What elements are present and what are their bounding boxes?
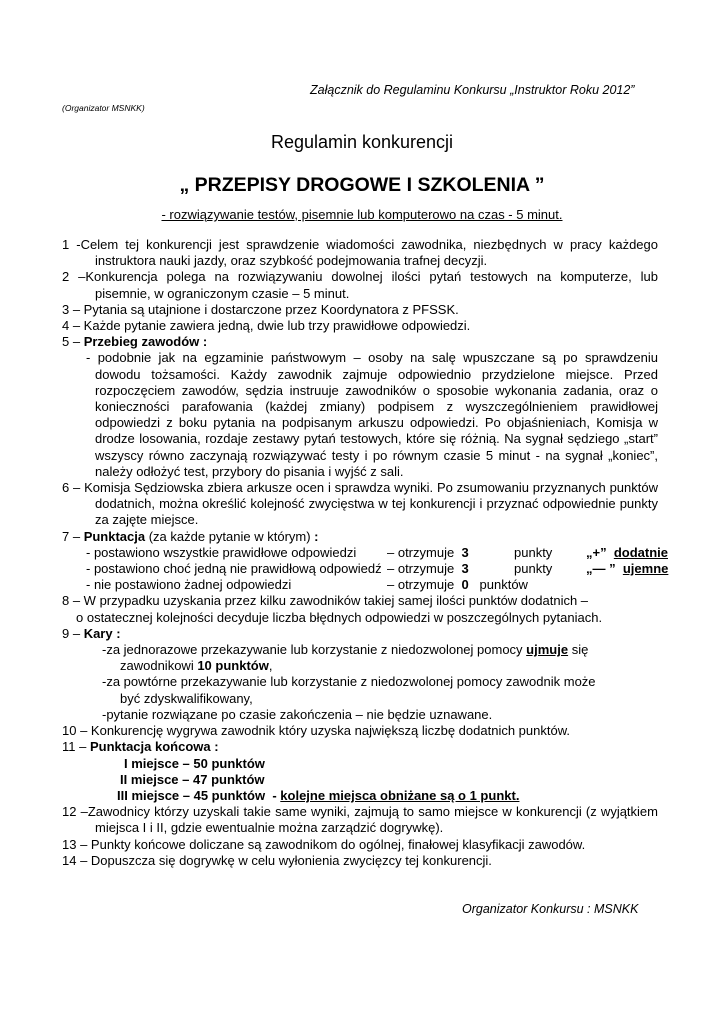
rule-1: 1 -Celem tej konkurencji jest sprawdzenie wiadomości zawodnika, niezbędnych w pracy każdego instruktora nauki jazdy, oraz szybkość podejmowania trafnej decyzji. (62, 237, 658, 269)
rule-7-colon: : (314, 528, 319, 544)
penalty-3: -pytanie rozwiązane po czasie zakończenia – nie będzie uznawane. (102, 706, 493, 722)
rule-13: 13 – Punkty końcowe doliczane są zawodnikom do ogólnej, finałowej klasyfikacji zawodów. (62, 836, 586, 852)
scoring-label: ujemne (622, 561, 669, 577)
rule-7-title: Punktacja (83, 528, 146, 544)
scoring-row (62, 544, 668, 561)
place-1: I miejsce – 50 punktów (124, 755, 265, 771)
scoring-sign: „+” (586, 544, 607, 560)
place-3 (62, 788, 658, 804)
rule-5-heading (62, 334, 658, 350)
scoring-gets-text: – otrzymuje (387, 561, 455, 577)
rule-9-title: Kary : (83, 625, 121, 641)
scoring-gets-text: – otrzymuje (387, 577, 455, 593)
rule-6: 6 – Komisja Sędziowska zbiera arkusze ocen i sprawdza wyniki. Po zsumowaniu przyznanych punktów dodatnich, można określić kolejność zwycięstwa w tej konkurencji i przyznać odpowiednie punkty za zajęte miejsce. (62, 480, 658, 528)
rule-11-number: 11 – (62, 739, 90, 755)
scoring-sign: „— ” (586, 561, 616, 577)
rule-10: 10 – Konkurencję wygrywa zawodnik który uzyska największą liczbę dodatnich punktów. (62, 723, 570, 739)
place-3-sep: - (265, 787, 281, 803)
rule-7-number: 7 – (62, 528, 84, 544)
scoring-points: 0 (461, 577, 469, 593)
scoring-gets (387, 545, 514, 561)
penalty-2: -za powtórne przekazywanie lub korzystanie z niedozwolonej pomocy zawodnik może (102, 674, 596, 690)
rule-2: 2 –Konkurencja polega na rozwiązywaniu dowolnej ilości pytań testowych na komputerze, lub pisemnie, w ograniczonym czasie – 5 minut. (62, 269, 658, 301)
penalty-2-cont: być zdyskwalifikowany, (120, 690, 253, 706)
rule-4: 4 – Każde pytanie zawiera jedną, dwie lub trzy prawidłowe odpowiedzi. (62, 318, 471, 334)
rule-5-number: 5 – (62, 334, 84, 350)
penalty-1-deduct: ujmuje (526, 642, 569, 658)
scoring-desc: - postawiono choć jedną nie prawidłową odpowiedź (86, 561, 382, 577)
place-note: kolejne miejsca obniżane są o 1 punkt. (280, 787, 520, 803)
rule-7-heading (62, 529, 658, 545)
rule-12: 12 –Zawodnicy którzy uzyskali takie same wyniki, zajmują to samo miejsce w konkurencji (z wyjątkiem miejsca I i II, gdzie ewentualnie można zarządzić dogrywkę). (62, 804, 658, 836)
penalty-1-cont (62, 658, 658, 674)
rule-9-number: 9 – (62, 625, 84, 641)
rule-3: 3 – Pytania są utajnione i dostarczone przez Koordynatora z PFSSK. (62, 301, 459, 317)
penalty-1-points: 10 punktów (197, 658, 269, 674)
subtitle: - rozwiązywanie testów, pisemnie lub komputerowo na czas - 5 minut. (161, 207, 563, 222)
scoring-gets-text: – otrzymuje (387, 544, 455, 560)
rule-5-body: - podobnie jak na egzaminie państwowym – osoby na salę wpuszczane są po sprawdzeniu dowodu tożsamości. Każdy zawodnik zajmuje odpowiednio przydzielone miejsce. Przed rozpoczęciem zawodów, sędzia instruuje zawodników o sposobie wykonania zadania, oraz o konieczności parafowania (każdej zmiany) podpisem z wyszczególnieniem prawidłowej odpowiedzi z boku pytania na podpisanym arkuszu odpowiedzi. Po objaśnieniach, Komisja w drodze losowania, rozdaje zestawy pytań testowych, które się różnią. Na sygnał sędziego „start” wszyscy równo zaczynają rozwiązywać testy i po równym czasie 5 minut - na sygnał „koniec”, należy odłożyć test, przybory do pisania i wyjść z sali. (86, 350, 658, 479)
rule-11-title: Punktacja końcowa : (89, 739, 219, 755)
rule-11-heading (62, 739, 658, 755)
scoring-unit: punkty (514, 561, 553, 577)
page-title: Regulamin konkurencji (270, 132, 454, 152)
scoring-label: dodatnie (613, 544, 668, 560)
rule-8: 8 – W przypadku uzyskania przez kilku zawodników takiej samej ilości punktów dodatnich – (62, 593, 589, 609)
scoring-gets (387, 561, 514, 577)
penalty-1-cont-text: zawodnikowi (120, 658, 198, 674)
penalty-1-text: -za jednorazowe przekazywanie lub korzystanie z niedozwolonej pomocy (102, 642, 527, 658)
scoring-points: 3 (461, 561, 469, 577)
rules-list (62, 237, 669, 869)
rule-14: 14 – Dopuszcza się dogrywkę w celu wyłonienia zwycięzcy tej konkurencji. (62, 852, 492, 868)
scoring-gets (387, 577, 528, 593)
annex-header: Załącznik do Regulaminu Konkursu „Instruktor Roku 2012” (310, 83, 635, 97)
scoring-unit: punktów (479, 577, 528, 593)
rule-8-cont: o ostatecznej kolejności decyduje liczba błędnych odpowiedzi w poszczególnych pytaniach. (76, 609, 603, 625)
scoring-row (62, 561, 669, 577)
rule-5-title: Przebieg zawodów : (83, 334, 208, 350)
place-3-text: III miejsce – 45 punktów (117, 787, 266, 803)
penalty-1-comma: , (268, 658, 273, 674)
scoring-desc: - nie postawiono żadnej odpowiedzi (86, 577, 292, 593)
scoring-sign-label (586, 544, 668, 561)
competition-name: „ PRZEPISY DROGOWE I SZKOLENIA ” (179, 174, 545, 196)
scoring-desc: - postawiono wszystkie prawidłowe odpowiedzi (86, 544, 357, 560)
rule-9-heading (62, 626, 658, 642)
scoring-row (62, 577, 658, 593)
scoring-unit: punkty (514, 544, 553, 560)
rule-7-note: (za każde pytanie w którym) (145, 528, 315, 544)
penalty-1 (62, 642, 658, 658)
place-2: II miejsce – 47 punktów (120, 771, 265, 787)
scoring-points: 3 (461, 544, 469, 560)
organizer-note: (Organizator MSNKK) (62, 103, 145, 113)
organizer-signature: Organizator Konkursu : MSNKK (462, 902, 639, 916)
penalty-1-tail: się (568, 642, 589, 658)
scoring-sign-label (586, 561, 669, 577)
